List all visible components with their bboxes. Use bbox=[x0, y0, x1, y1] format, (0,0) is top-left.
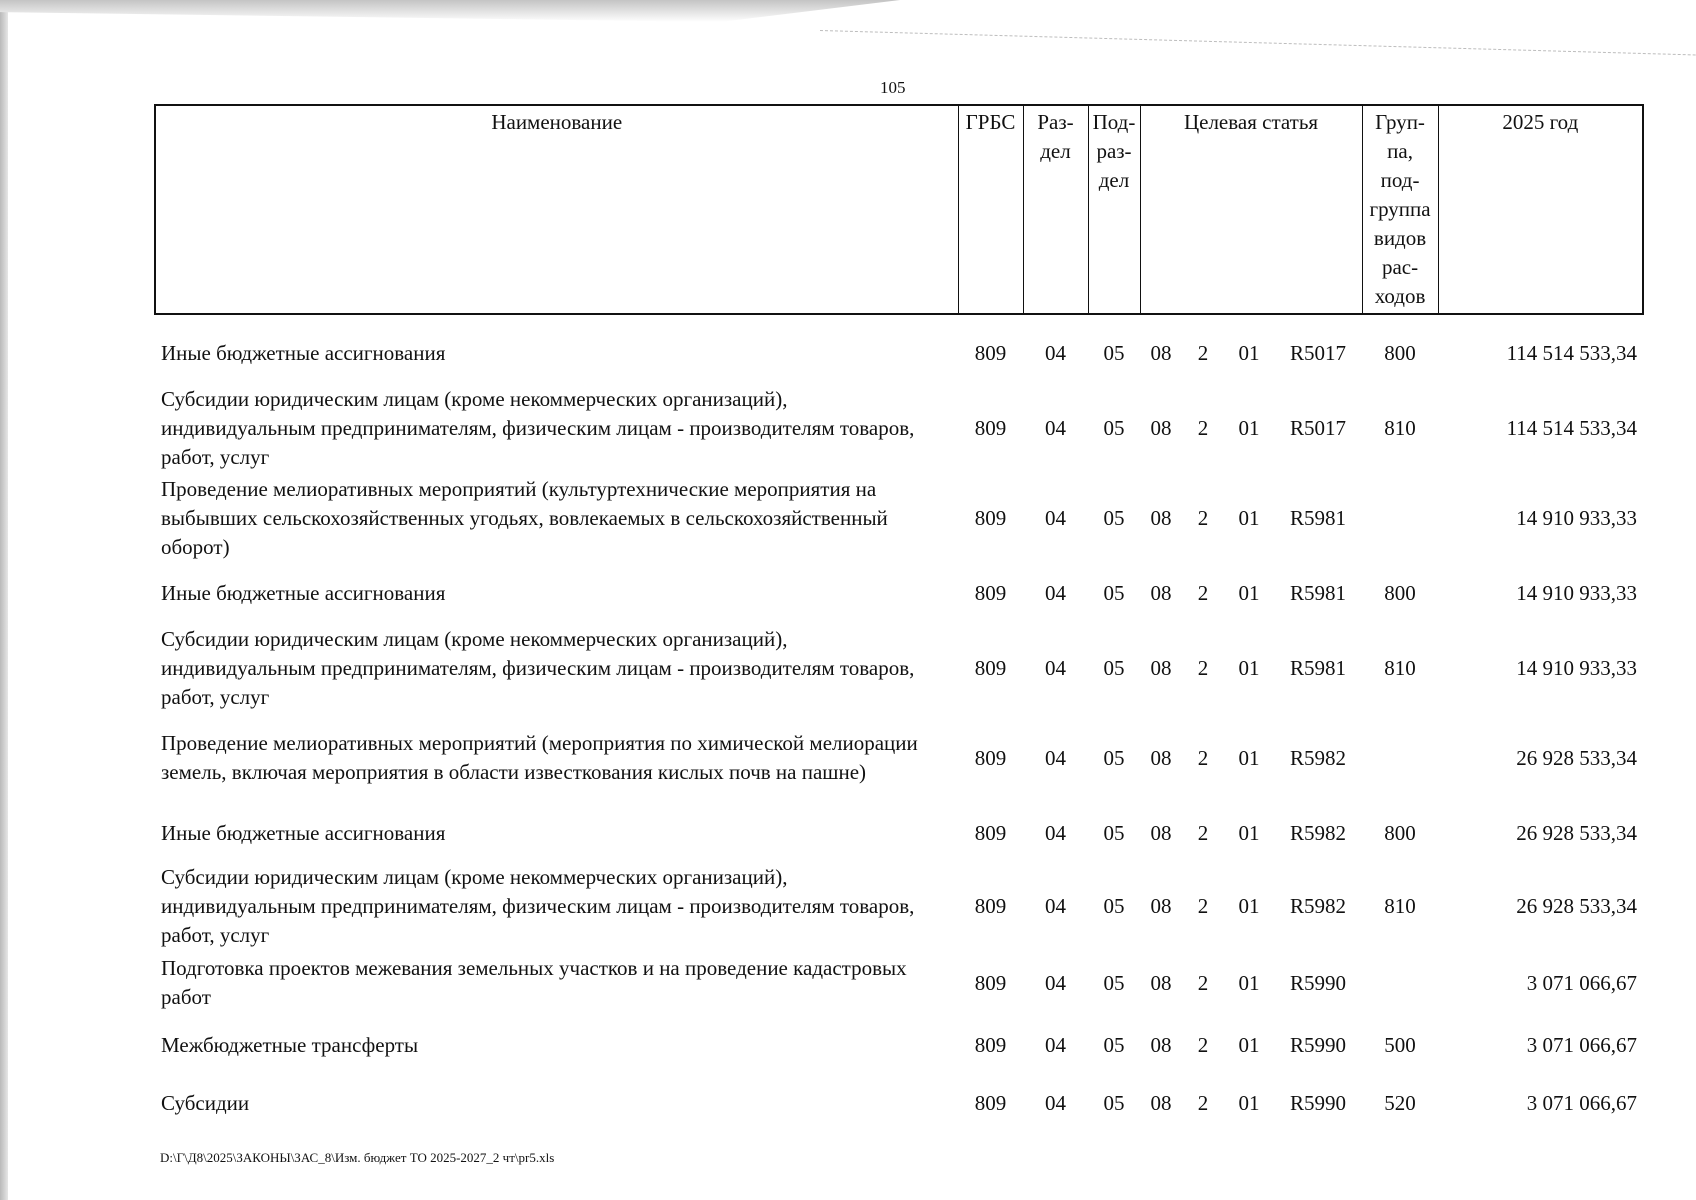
row-target-program: 08 bbox=[1150, 970, 1172, 995]
row-amount: 14 910 933,33 bbox=[1516, 655, 1638, 680]
row-name: Субсидии юридическим лицам (кроме некоммерческих организаций), индивидуальным предпринимателям, физическим лицам - производителям товаров, работ, услуг bbox=[161, 626, 915, 709]
row-target-code: R5990 bbox=[1290, 1032, 1347, 1057]
row-expense-group: 520 bbox=[1384, 1090, 1416, 1115]
row-razdel: 04 bbox=[1045, 655, 1066, 680]
row-amount: 14 910 933,33 bbox=[1516, 580, 1638, 605]
row-target-program: 08 bbox=[1150, 1090, 1172, 1115]
row-podrazdel: 05 bbox=[1103, 894, 1125, 918]
row-target-code: R5981 bbox=[1290, 580, 1347, 605]
row-amount: 3 071 066,67 bbox=[1526, 1032, 1638, 1057]
row-razdel: 04 bbox=[1045, 820, 1066, 845]
row-expense-group bbox=[1362, 713, 1438, 803]
row-target-code: R5982 bbox=[1290, 745, 1347, 770]
budget-table bbox=[154, 104, 1644, 1132]
table-row bbox=[155, 1074, 1643, 1132]
row-amount: 26 928 533,34 bbox=[1516, 745, 1638, 770]
row-grbs: 809 bbox=[974, 970, 1007, 995]
row-target-type: 2 bbox=[1197, 580, 1209, 605]
table-row bbox=[155, 314, 1643, 383]
row-target-program: 08 bbox=[1150, 505, 1172, 530]
row-razdel: 04 bbox=[1045, 745, 1066, 770]
row-razdel: 04 bbox=[1045, 415, 1066, 440]
scan-left-edge bbox=[0, 0, 8, 1200]
row-razdel: 04 bbox=[1045, 505, 1066, 530]
scan-fold-line bbox=[820, 30, 1696, 55]
row-amount: 26 928 533,34 bbox=[1516, 894, 1638, 918]
row-grbs: 809 bbox=[974, 340, 1007, 365]
row-amount: 3 071 066,67 bbox=[1526, 1090, 1638, 1115]
row-target-type: 2 bbox=[1197, 415, 1209, 440]
row-expense-group bbox=[1362, 950, 1438, 1016]
row-target-type: 2 bbox=[1197, 894, 1209, 918]
row-target-program: 08 bbox=[1150, 340, 1172, 365]
page-number: 105 bbox=[880, 78, 906, 97]
row-target-main: 01 bbox=[1238, 340, 1260, 365]
row-target-code: R5981 bbox=[1290, 655, 1347, 680]
header-podrazdel: Под- раз- дел bbox=[1088, 105, 1140, 314]
row-name: Иные бюджетные ассигнования bbox=[161, 580, 446, 605]
row-podrazdel: 05 bbox=[1103, 340, 1125, 365]
header-year: 2025 год bbox=[1438, 105, 1643, 314]
row-target-program: 08 bbox=[1150, 745, 1172, 770]
row-name: Субсидии юридическим лицам (кроме некоммерческих организаций), индивидуальным предпринимателям, физическим лицам - производителям товаров, работ, услуг bbox=[161, 386, 915, 469]
row-target-type: 2 bbox=[1197, 1090, 1209, 1115]
row-target-code: R5982 bbox=[1290, 894, 1347, 918]
row-expense-group: 800 bbox=[1384, 580, 1416, 605]
row-target-main: 01 bbox=[1238, 894, 1260, 918]
row-target-program: 08 bbox=[1150, 655, 1172, 680]
row-podrazdel: 05 bbox=[1103, 1090, 1125, 1115]
row-target-type: 2 bbox=[1197, 745, 1209, 770]
row-amount: 14 910 933,33 bbox=[1516, 505, 1638, 530]
row-expense-group: 500 bbox=[1384, 1032, 1416, 1057]
row-amount: 114 514 533,34 bbox=[1506, 415, 1638, 440]
row-target-code: R5990 bbox=[1290, 970, 1347, 995]
row-target-type: 2 bbox=[1197, 820, 1209, 845]
row-expense-group: 810 bbox=[1384, 894, 1416, 918]
row-name: Субсидии bbox=[161, 1090, 250, 1115]
row-target-type: 2 bbox=[1197, 505, 1209, 530]
row-podrazdel: 05 bbox=[1103, 415, 1125, 440]
header-expense-group: Груп- па, под- группа видов рас- ходов bbox=[1362, 105, 1438, 314]
table-row bbox=[155, 713, 1643, 803]
table-row bbox=[155, 473, 1643, 563]
row-razdel: 04 bbox=[1045, 1090, 1066, 1115]
row-amount: 3 071 066,67 bbox=[1526, 970, 1638, 995]
row-grbs: 809 bbox=[974, 505, 1007, 530]
row-grbs: 809 bbox=[974, 580, 1007, 605]
table-row bbox=[155, 383, 1643, 473]
footer-file-path: D:\Г\Д8\2025\ЗАКОНЫ\ЗАС_8\Изм. бюджет ТО 2025-2027_2 чт\pr5.xls bbox=[160, 1150, 555, 1165]
row-podrazdel: 05 bbox=[1103, 505, 1125, 530]
row-razdel: 04 bbox=[1045, 340, 1066, 365]
row-target-program: 08 bbox=[1150, 820, 1172, 845]
row-target-code: R5017 bbox=[1290, 340, 1347, 365]
row-target-type: 2 bbox=[1197, 655, 1209, 680]
row-name: Иные бюджетные ассигнования bbox=[161, 340, 446, 365]
scan-top-shadow bbox=[0, 0, 900, 22]
row-razdel: 04 bbox=[1045, 580, 1066, 605]
row-target-main: 01 bbox=[1238, 745, 1260, 770]
row-grbs: 809 bbox=[974, 745, 1007, 770]
row-expense-group: 810 bbox=[1384, 655, 1416, 680]
row-grbs: 809 bbox=[974, 820, 1007, 845]
row-target-main: 01 bbox=[1238, 580, 1260, 605]
table-row bbox=[155, 563, 1643, 623]
row-name: Субсидии юридическим лицам (кроме некоммерческих организаций), индивидуальным предпринимателям, физическим лицам - производителям товаров, работ, услуг bbox=[161, 865, 915, 947]
table-row bbox=[155, 950, 1643, 1016]
row-name: Межбюджетные трансферты bbox=[161, 1032, 419, 1057]
row-grbs: 809 bbox=[974, 1090, 1007, 1115]
row-podrazdel: 05 bbox=[1103, 580, 1125, 605]
row-name: Проведение мелиоративных мероприятий (мероприятия по химической мелиорации земель, включая мероприятия в области известкования кислых почв на пашне) bbox=[161, 731, 918, 784]
row-grbs: 809 bbox=[974, 1032, 1007, 1057]
header-name: Наименование bbox=[155, 105, 958, 314]
row-target-type: 2 bbox=[1197, 1032, 1209, 1057]
row-target-type: 2 bbox=[1197, 340, 1209, 365]
row-target-main: 01 bbox=[1238, 1090, 1260, 1115]
row-amount: 114 514 533,34 bbox=[1506, 340, 1638, 365]
row-podrazdel: 05 bbox=[1103, 745, 1125, 770]
row-razdel: 04 bbox=[1045, 970, 1066, 995]
row-target-type: 2 bbox=[1197, 970, 1209, 995]
header-target-article: Целевая статья bbox=[1140, 105, 1362, 314]
row-amount: 26 928 533,34 bbox=[1516, 820, 1638, 845]
row-expense-group bbox=[1362, 473, 1438, 563]
row-target-code: R5990 bbox=[1290, 1090, 1347, 1115]
row-target-program: 08 bbox=[1150, 894, 1172, 918]
row-grbs: 809 bbox=[974, 415, 1007, 440]
table-row bbox=[155, 623, 1643, 713]
row-name: Иные бюджетные ассигнования bbox=[161, 820, 446, 845]
row-target-main: 01 bbox=[1238, 655, 1260, 680]
table-row bbox=[155, 1016, 1643, 1074]
header-grbs: ГРБС bbox=[958, 105, 1023, 314]
header-razdel: Раз- дел bbox=[1023, 105, 1088, 314]
row-target-code: R5017 bbox=[1290, 415, 1347, 440]
row-target-main: 01 bbox=[1238, 1032, 1260, 1057]
table-row bbox=[155, 863, 1643, 950]
row-podrazdel: 05 bbox=[1103, 655, 1125, 680]
row-target-program: 08 bbox=[1150, 415, 1172, 440]
row-target-program: 08 bbox=[1150, 580, 1172, 605]
row-name: Подготовка проектов межевания земельных участков и на проведение кадастровых работ bbox=[161, 956, 907, 1009]
row-razdel: 04 bbox=[1045, 894, 1066, 918]
row-podrazdel: 05 bbox=[1103, 820, 1125, 845]
row-grbs: 809 bbox=[974, 894, 1007, 918]
row-target-program: 08 bbox=[1150, 1032, 1172, 1057]
table-body bbox=[155, 314, 1643, 1132]
row-target-main: 01 bbox=[1238, 505, 1260, 530]
row-razdel: 04 bbox=[1045, 1032, 1066, 1057]
row-expense-group: 810 bbox=[1384, 415, 1416, 440]
row-target-main: 01 bbox=[1238, 970, 1260, 995]
row-target-main: 01 bbox=[1238, 415, 1260, 440]
row-expense-group: 800 bbox=[1384, 340, 1416, 365]
row-target-code: R5981 bbox=[1290, 505, 1347, 530]
table-row bbox=[155, 803, 1643, 863]
row-grbs: 809 bbox=[974, 655, 1007, 680]
table-header bbox=[155, 105, 1643, 314]
row-podrazdel: 05 bbox=[1103, 1032, 1125, 1057]
row-expense-group: 800 bbox=[1384, 820, 1416, 845]
row-name: Проведение мелиоративных мероприятий (культуртехнические мероприятия на выбывших сельскохозяйственных угодьях, вовлекаемых в сельскохозяйственный оборот) bbox=[161, 476, 888, 559]
row-podrazdel: 05 bbox=[1103, 970, 1125, 995]
row-target-main: 01 bbox=[1238, 820, 1260, 845]
row-target-code: R5982 bbox=[1290, 820, 1347, 845]
